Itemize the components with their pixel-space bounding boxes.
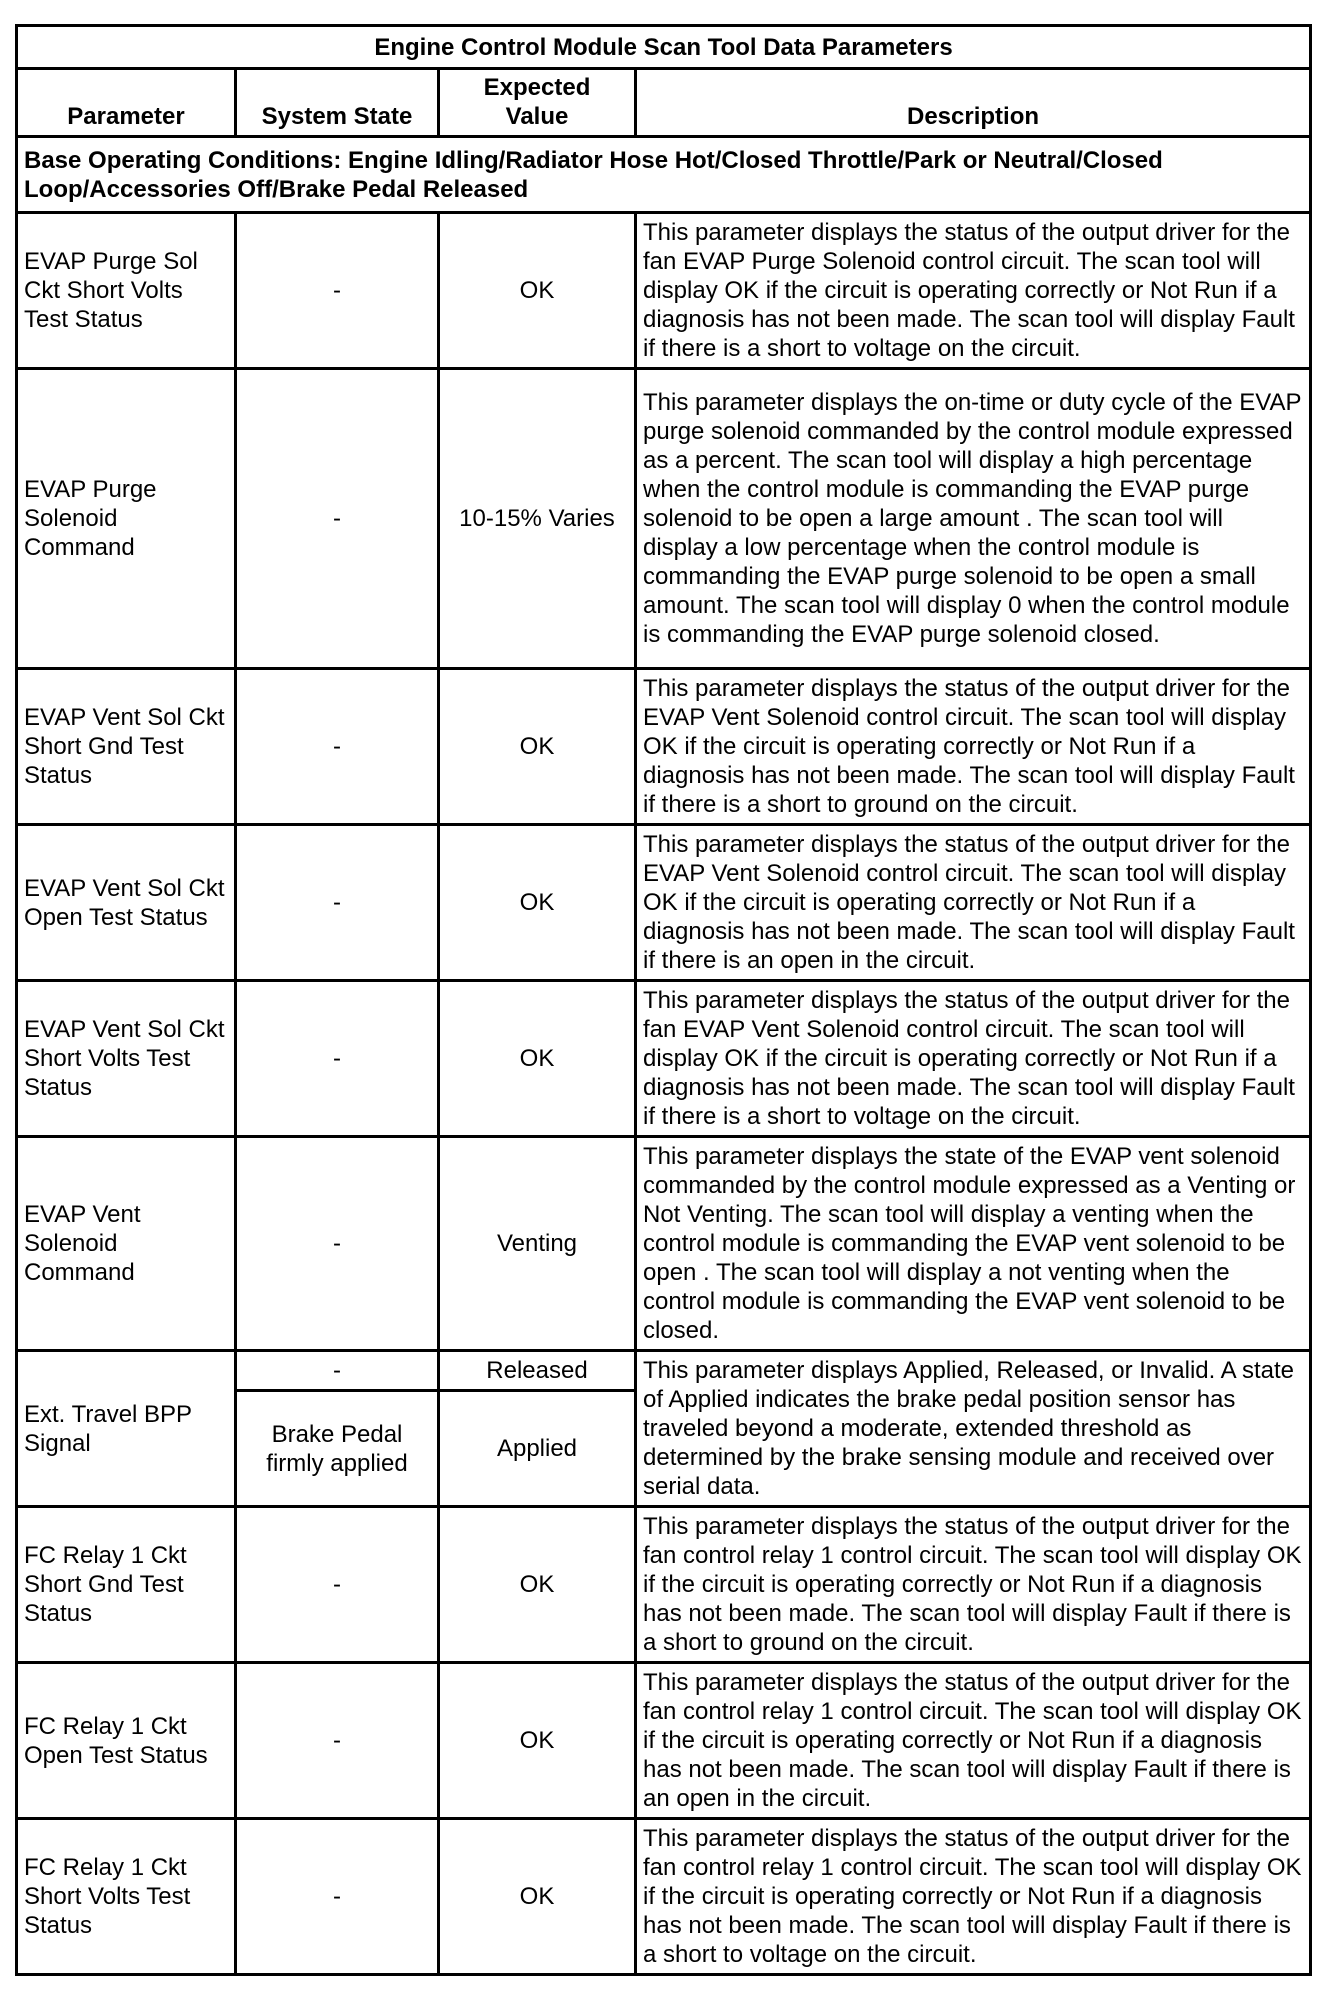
- header-parameter: Parameter: [17, 69, 236, 137]
- parameter-cell: FC Relay 1 Ckt Short Volts Test Status: [17, 1819, 236, 1975]
- table-row: [17, 669, 1311, 825]
- system-state-cell: -: [236, 825, 439, 981]
- expected-value-cell: Venting: [439, 1137, 636, 1351]
- header-description: Description: [636, 69, 1311, 137]
- description-cell: This parameter displays the status of the output driver for the EVAP Vent Solenoid control circuit. The scan tool will display OK if the circuit is operating correctly or Not Run if a diagnosis has not been made. The scan tool will display Fault if there is an open in the circuit.: [636, 825, 1311, 981]
- parameter-cell: EVAP Purge Sol Ckt Short Volts Test Status: [17, 213, 236, 369]
- description-cell: This parameter displays the status of the output driver for the EVAP Vent Solenoid control circuit. The scan tool will display OK if the circuit is operating correctly or Not Run if a diagnosis has not been made. The scan tool will display Fault if there is a short to ground on the circuit.: [636, 669, 1311, 825]
- system-state-cell: -: [236, 669, 439, 825]
- description-cell: This parameter displays the status of the output driver for the fan control relay 1 control circuit. The scan tool will display OK if the circuit is operating correctly or Not Run if a diagnosis has not been made. The scan tool will display Fault if there is a short to voltage on the circuit.: [636, 1819, 1311, 1975]
- system-state-cell: -: [236, 369, 439, 669]
- expected-value-cell: OK: [439, 213, 636, 369]
- system-state-cell: -: [236, 1137, 439, 1351]
- parameter-cell: EVAP Purge Solenoid Command: [17, 369, 236, 669]
- table-row: [17, 1137, 1311, 1351]
- system-state-cell: -: [236, 981, 439, 1137]
- description-cell: This parameter displays the status of the output driver for the fan EVAP Purge Solenoid control circuit. The scan tool will display OK if the circuit is operating correctly or Not Run if a diagnosis has not been made. The scan tool will display Fault if there is a short to voltage on the circuit.: [636, 213, 1311, 369]
- table-row: [17, 1819, 1311, 1975]
- table-row: [17, 213, 1311, 369]
- description-cell: This parameter displays the status of the output driver for the fan control relay 1 control circuit. The scan tool will display OK if the circuit is operating correctly or Not Run if a diagnosis has not been made. The scan tool will display Fault if there is a short to ground on the circuit.: [636, 1507, 1311, 1663]
- description-cell: This parameter displays the status of the output driver for the fan control relay 1 control circuit. The scan tool will display OK if the circuit is operating correctly or Not Run if a diagnosis has not been made. The scan tool will display Fault if there is an open in the circuit.: [636, 1663, 1311, 1819]
- expected-value-cell: Applied: [439, 1391, 636, 1507]
- table-row: [17, 981, 1311, 1137]
- parameter-cell: FC Relay 1 Ckt Short Gnd Test Status: [17, 1507, 236, 1663]
- table-row: [17, 1663, 1311, 1819]
- description-cell: This parameter displays the state of the EVAP vent solenoid commanded by the control module expressed as a Venting or Not Venting. The scan tool will display a venting when the control module is commanding the EVAP vent solenoid to be open . The scan tool will display a not venting when the control module is commanding the EVAP vent solenoid to be closed.: [636, 1137, 1311, 1351]
- scan-tool-data-table: [15, 24, 1312, 1976]
- header-system-state: System State: [236, 69, 439, 137]
- system-state-cell: -: [236, 1351, 439, 1391]
- description-cell: This parameter displays Applied, Released, or Invalid. A state of Applied indicates the brake pedal position sensor has traveled beyond a moderate, extended threshold as determined by the brake sensing module and received over serial data.: [636, 1351, 1311, 1507]
- system-state-cell: -: [236, 1663, 439, 1819]
- expected-value-cell: Released: [439, 1351, 636, 1391]
- parameter-cell: EVAP Vent Sol Ckt Short Volts Test Status: [17, 981, 236, 1137]
- parameter-cell: EVAP Vent Sol Ckt Short Gnd Test Status: [17, 669, 236, 825]
- parameter-cell: EVAP Vent Solenoid Command: [17, 1137, 236, 1351]
- expected-value-cell: 10-15% Varies: [439, 369, 636, 669]
- expected-value-cell: OK: [439, 1663, 636, 1819]
- table-row: [17, 825, 1311, 981]
- description-cell: This parameter displays the on-time or duty cycle of the EVAP purge solenoid commanded by the control module expressed as a percent. The scan tool will display a high percentage when the control module is commanding the EVAP purge solenoid to be open a large amount . The scan tool will display a low percentage when the control module is commanding the EVAP purge solenoid to be open a small amount. The scan tool will display 0 when the control module is commanding the EVAP purge solenoid closed.: [636, 369, 1311, 669]
- expected-value-cell: OK: [439, 1507, 636, 1663]
- expected-value-cell: OK: [439, 825, 636, 981]
- parameter-cell: EVAP Vent Sol Ckt Open Test Status: [17, 825, 236, 981]
- table-title: Engine Control Module Scan Tool Data Parameters: [17, 26, 1311, 69]
- base-operating-conditions: Base Operating Conditions: Engine Idling/Radiator Hose Hot/Closed Throttle/Park or Neutral/Closed Loop/Accessories Off/Brake Pedal Released: [17, 137, 1311, 213]
- description-cell: This parameter displays the status of the output driver for the fan EVAP Vent Solenoid control circuit. The scan tool will display OK if the circuit is operating correctly or Not Run if a diagnosis has not been made. The scan tool will display Fault if there is a short to voltage on the circuit.: [636, 981, 1311, 1137]
- system-state-cell: Brake Pedal firmly applied: [236, 1391, 439, 1507]
- parameter-cell: FC Relay 1 Ckt Open Test Status: [17, 1663, 236, 1819]
- system-state-cell: -: [236, 1507, 439, 1663]
- table-row: [17, 1351, 1311, 1391]
- expected-value-cell: OK: [439, 1819, 636, 1975]
- table-row: [17, 369, 1311, 669]
- expected-value-cell: OK: [439, 981, 636, 1137]
- table-row: [17, 1507, 1311, 1663]
- system-state-cell: -: [236, 213, 439, 369]
- system-state-cell: -: [236, 1819, 439, 1975]
- parameter-cell: Ext. Travel BPP Signal: [17, 1351, 236, 1507]
- header-expected-value: Expected Value: [439, 69, 636, 137]
- expected-value-cell: OK: [439, 669, 636, 825]
